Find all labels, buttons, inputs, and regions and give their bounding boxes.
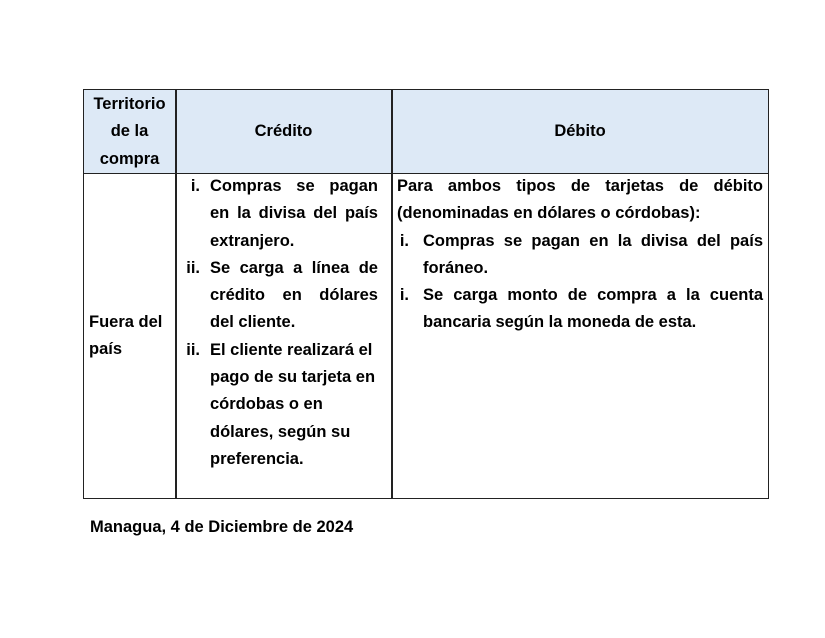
credit-list [186, 173, 378, 473]
list-item: ii. Se carga a línea de crédito en dólares del cliente. [186, 258, 378, 332]
debit-intro: Para ambos tipos de tarjetas de débito (denominadas en dólares o córdobas): [397, 177, 763, 223]
header-credit: Crédito [254, 122, 313, 140]
card-terms-table [83, 89, 769, 499]
header-territory: Territorio de la compra [93, 95, 166, 168]
list-item: i. Compras se pagan en la divisa del país foráneo. [399, 231, 763, 277]
list-item: ii. El cliente realizará el pago de su tarjeta en córdobas o en dólares, según su preferencia. [186, 340, 376, 468]
list-item: i. Se carga monto de compra a la cuenta bancaria según la moneda de esta. [399, 286, 763, 332]
debit-list [397, 228, 763, 337]
debit-cell [397, 173, 763, 337]
place-date: Managua, 4 de Diciembre de 2024 [90, 518, 354, 536]
list-item: i. Compras se pagan en la divisa del país extranjero. [190, 177, 378, 250]
header-debit: Débito [554, 122, 606, 140]
row-territory: Fuera del país [89, 313, 163, 359]
